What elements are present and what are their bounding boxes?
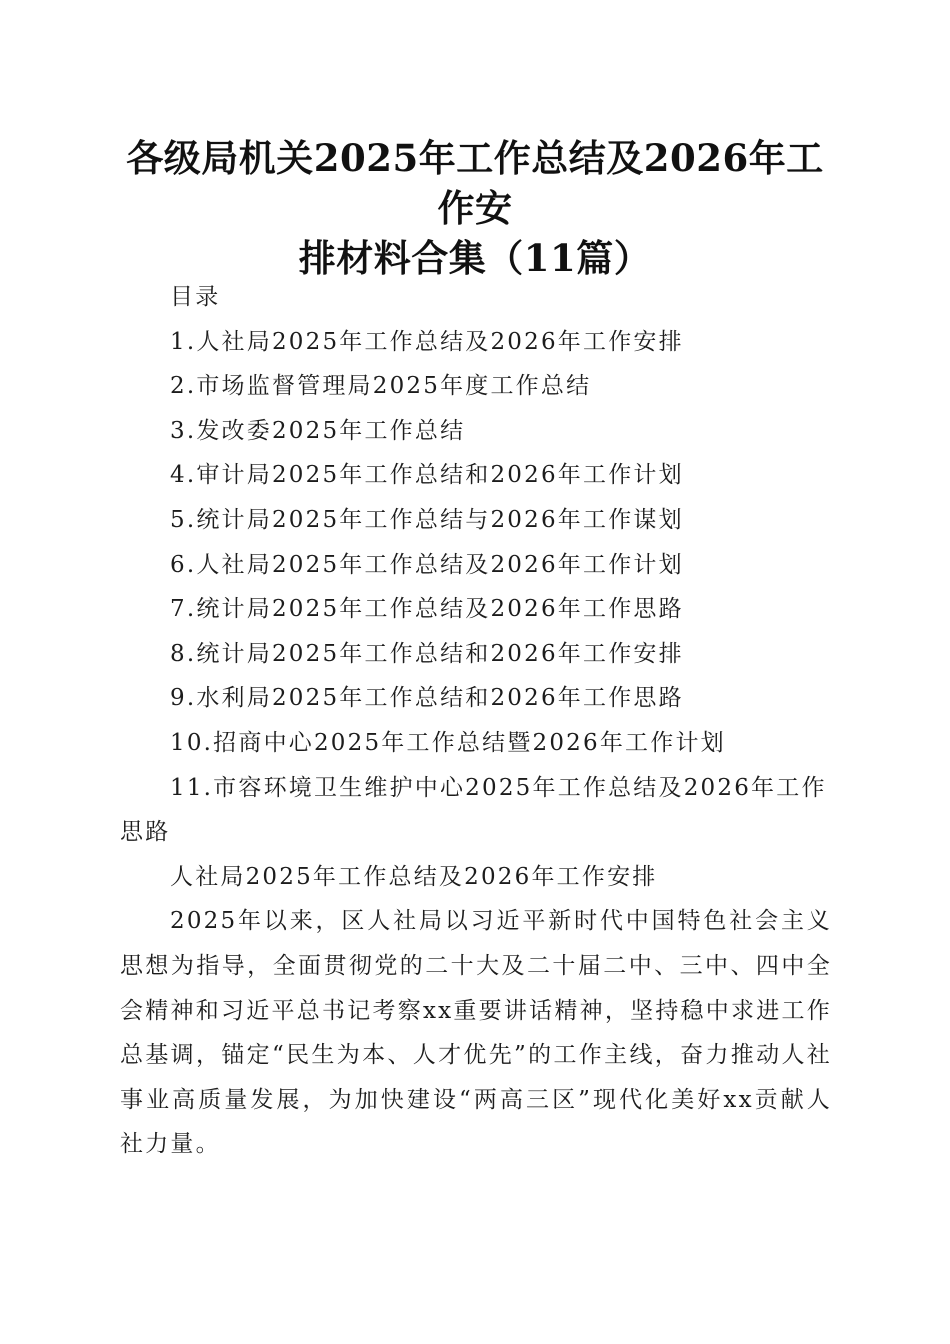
toc-item: 9.水利局2025年工作总结和2026年工作思路 <box>170 685 684 712</box>
toc-item: 1.人社局2025年工作总结及2026年工作安排 <box>170 328 684 355</box>
toc-item: 10.招商中心2025年工作总结暨2026年工作计划 <box>170 729 726 756</box>
toc-item: 11.市容环境卫生维护中心2025年工作总结及2026年工作思路 <box>120 774 827 846</box>
toc-item: 5.统计局2025年工作总结与2026年工作谋划 <box>170 506 684 533</box>
title-line-2: 排材料合集（11篇） <box>298 236 652 280</box>
toc-item: 4.审计局2025年工作总结和2026年工作计划 <box>170 462 684 489</box>
title-line-1: 各级局机关2025年工作总结及2026年工作安 <box>126 136 824 230</box>
toc-item: 6.人社局2025年工作总结及2026年工作计划 <box>170 551 684 578</box>
body-paragraph: 2025年以来，区人社局以习近平新时代中国特色社会主义思想为指导，全面贯彻党的二十大及二十届二中、三中、四中全会精神和习近平总书记考察xx重要讲话精神，坚持稳中求进工作总基调，锚定“民生为本、人才优先”的工作主线，奋力推动人社事业高质量发展，为加快建设“两高三区”现代化美好xx贡献人社力量。 <box>120 908 832 1158</box>
toc-item: 2.市场监督管理局2025年度工作总结 <box>170 373 592 400</box>
toc-item: 3.发改委2025年工作总结 <box>170 417 466 444</box>
document-title <box>110 133 840 283</box>
document-body <box>120 275 832 1167</box>
section-heading: 人社局2025年工作总结及2026年工作安排 <box>170 863 658 890</box>
toc-heading: 目录 <box>170 284 221 310</box>
toc-item: 7.统计局2025年工作总结及2026年工作思路 <box>170 596 684 623</box>
toc-item: 8.统计局2025年工作总结和2026年工作安排 <box>170 640 684 667</box>
